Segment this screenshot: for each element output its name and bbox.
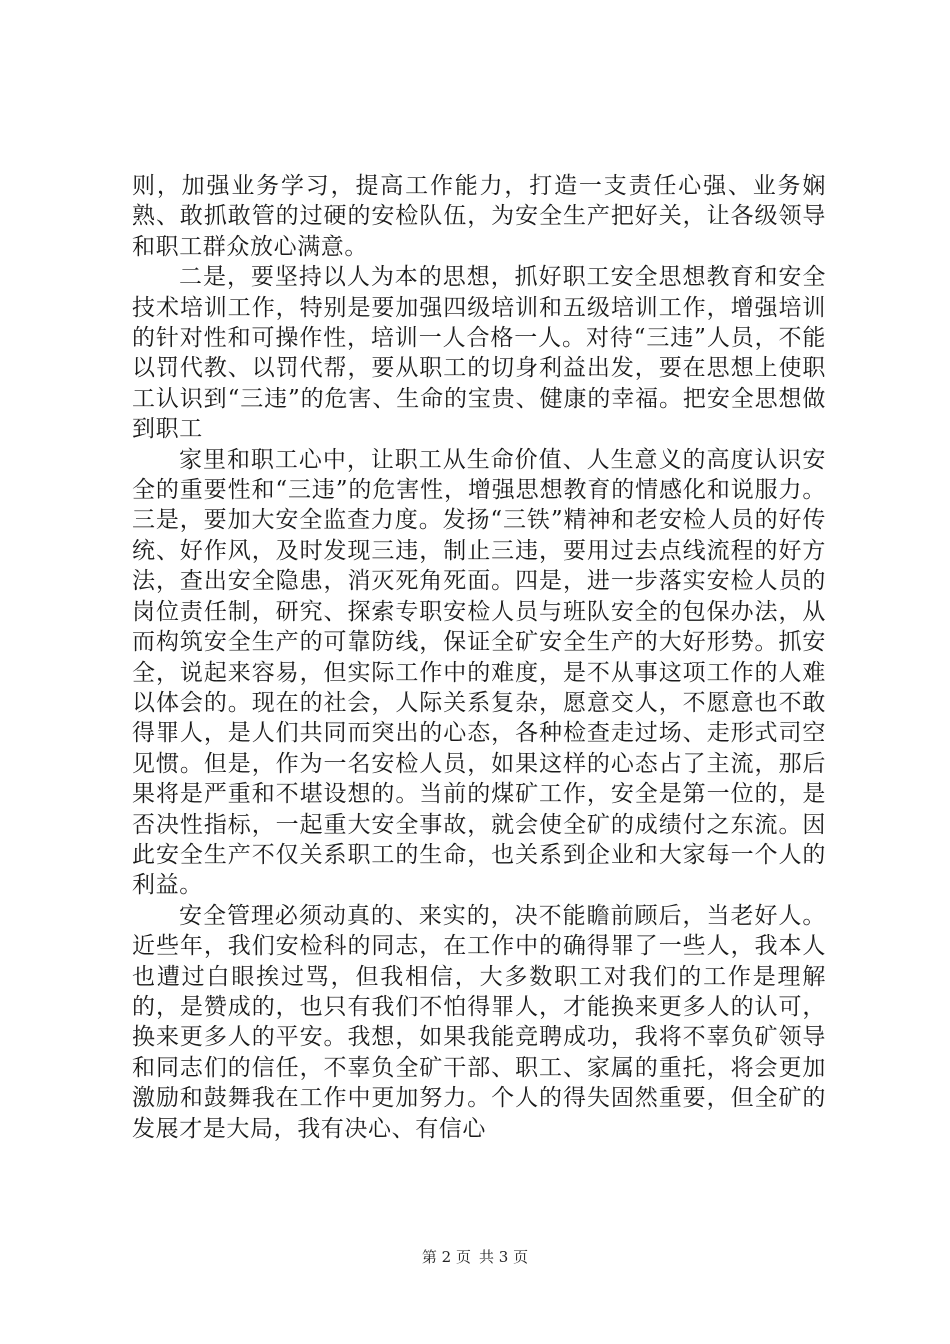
- paragraph-4: 安全管理必须动真的、来实的，决不能瞻前顾后，当老好人。近些年，我们安检科的同志，在工作中的确得罪了一些人，我本人也遭过白眼挨过骂，但我相信，大多数职工对我们的工作是理解的，是赞成的，也只有我们不怕得罪人，才能换来更多人的认可，换来更多人的平安。我想，如果我能竞聘成功，我将不辜负矿领导和同志们的信任，不辜负全矿干部、职工、家属的重托，将会更加激励和鼓舞我在工作中更加努力。个人的得失固然重要，但全矿的发展才是大局，我有决心、有信心: [132, 902, 826, 1142]
- paragraph-3: 家里和职工心中，让职工从生命价值、人生意义的高度认识安全的重要性和“三违”的危害性，增强思想教育的情感化和说服力。三是，要加大安全监查力度。发扬“三铁”精神和老安检人员的好传统、好作风，及时发现三违，制止三违，要用过去点线流程的好方法，查出安全隐患，消灭死角死面。四是，进一步落实安检人员的岗位责任制，研究、探索专职安检人员与班队安全的包保办法，从而构筑安全生产的可靠防线，保证全矿安全生产的大好形势。抓安全，说起来容易，但实际工作中的难度，是不从事这项工作的人难以体会的。现在的社会，人际关系复杂，愿意交人，不愿意也不敢得罪人，是人们共同而突出的心态，各种检查走过场、走形式司空见惯。但是，作为一名安检人员，如果这样的心态占了主流，那后果将是严重和不堪设想的。当前的煤矿工作，安全是第一位的，是否决性指标，一起重大安全事故，就会使全矿的成绩付之东流。因此安全生产不仅关系职工的生命，也关系到企业和大家每一个人的利益。: [132, 446, 826, 899]
- paragraph-1: 则，加强业务学习，提高工作能力，打造一支责任心强、业务娴熟、敢抓敢管的过硬的安检队伍，为安全生产把好关，让各级领导和职工群众放心满意。: [132, 173, 826, 260]
- page-number: 第 2 页: [421, 1248, 471, 1266]
- paragraph-2: 二是，要坚持以人为本的思想，抓好职工安全思想教育和安全技术培训工作，特别是要加强四级培训和五级培训工作，增强培训的针对性和可操作性，培训一人合格一人。对待“三违”人员，不能以罚代教、以罚代帮，要从职工的切身利益出发，要在思想上使职工认识到“三违”的危害、生命的宝贵、健康的幸福。把安全思想做到职工: [132, 264, 826, 443]
- page-footer: [0, 1247, 950, 1267]
- total-pages: 共 3 页: [479, 1248, 529, 1266]
- document-body: [132, 171, 826, 1144]
